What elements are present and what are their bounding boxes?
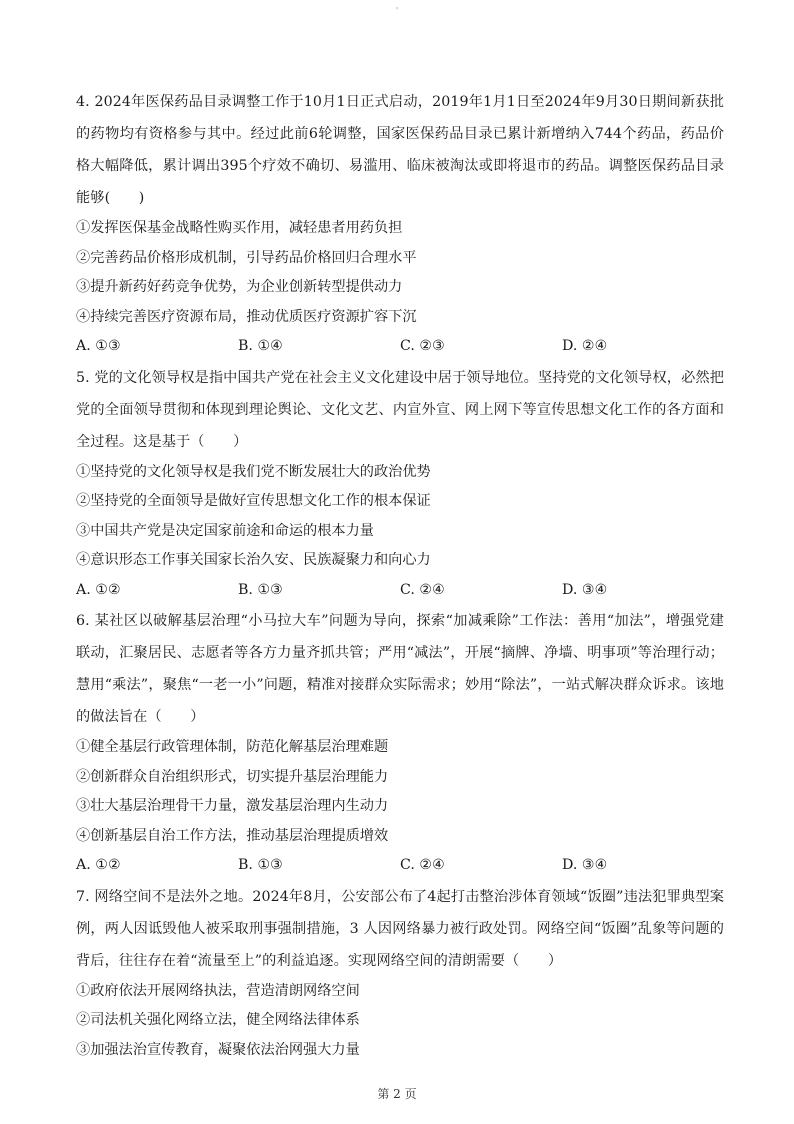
- statement-2: ②完善药品价格形成机制，引导药品价格回归合理水平: [76, 249, 417, 266]
- statement-4: ④意识形态工作事关国家长治久安、民族凝聚力和向心力: [76, 552, 431, 568]
- choice-a[interactable]: A. ①②: [76, 581, 121, 598]
- question-4: [76, 86, 724, 362]
- choice-c[interactable]: C. ②④: [400, 857, 445, 873]
- choice-d[interactable]: D. ③④: [562, 581, 608, 598]
- answer-choices: [76, 851, 724, 881]
- choice-b[interactable]: B. ①③: [238, 581, 283, 598]
- question-6: [76, 605, 724, 881]
- page-top-mark: ': [396, 6, 399, 15]
- answer-choices: [76, 332, 724, 362]
- choice-a[interactable]: A. ①②: [76, 857, 121, 873]
- choice-c[interactable]: C. ②④: [400, 581, 445, 598]
- question-stem: 6. 某社区以破解基层治理“小马拉大车”问题为导向，探索“加减乘除”工作法：善用“加法”，增强党建联动，汇聚居民、志愿者等各方力量齐抓共管；严用“减法”，开展“摘牌、净墙、明事项”等治理行动；慧用“乘法”，聚焦“一老一小”问题，精准对接群众实际需求；妙用“除法”，一站式解决群众诉求。该地的做法旨在（ ）: [76, 613, 724, 725]
- question-7: [76, 881, 724, 1066]
- statement-1: ①发挥医保基金战略性购买作用，减轻患者用药负担: [76, 220, 403, 236]
- choice-a[interactable]: A. ①③: [76, 338, 121, 354]
- statement-2: ②创新群众自治组织形式，切实提升基层治理能力: [76, 768, 389, 785]
- choice-c[interactable]: C. ②③: [400, 338, 445, 354]
- statement-1: ①健全基层行政管理体制，防范化解基层治理难题: [76, 739, 389, 755]
- statement-1: ①坚持党的文化领导权是我们党不断发展壮大的政治优势: [76, 463, 431, 480]
- question-page: [76, 86, 724, 1065]
- statement-2: ②坚持党的全面领导是做好宣传思想文化工作的根本保证: [76, 493, 431, 509]
- choice-d[interactable]: D. ②④: [562, 338, 608, 354]
- choice-b[interactable]: B. ①④: [238, 338, 283, 354]
- statement-1: ①政府依法开展网络执法，营造清朗网络空间: [76, 982, 360, 999]
- statement-4: ④创新基层自治工作方法，推动基层治理提质增效: [76, 827, 389, 844]
- answer-choices: [76, 576, 724, 606]
- question-stem: 7. 网络空间不是法外之地。2024年8月，公安部公布了4起打击整治涉体育领域“饭圈”违法犯罪典型案例，两人因诋毁他人被采取刑事强制措施，3 人因网络暴力被行政处罚。网络空间“饭圈”乱象等问题的背后，往往存在着“流量至上”的利益追逐。实现网络空间的清朗需要（ ）: [76, 888, 724, 969]
- choice-b[interactable]: B. ①③: [238, 857, 283, 873]
- statement-2: ②司法机关强化网络立法，健全网络法律体系: [76, 1012, 360, 1028]
- statement-3: ③加强法治宣传教育，凝聚依法治网强大力量: [76, 1041, 360, 1058]
- question-5: [76, 362, 724, 606]
- statement-3: ③中国共产党是决定国家前途和命运的根本力量: [76, 522, 374, 539]
- statement-3: ③壮大基层治理骨干力量，激发基层治理内生动力: [76, 798, 389, 814]
- page-number: 第 2 页: [377, 1087, 417, 1101]
- statement-4: ④持续完善医疗资源布局，推动优质医疗资源扩容下沉: [76, 308, 417, 325]
- question-stem: 4. 2024年医保药品目录调整工作于10月1日正式启动，2019年1月1日至2024年9月30日期间新获批的药物均有资格参与其中。经过此前6轮调整，国家医保药品目录已累计新增纳入744个药品，药品价格大幅降低，累计调出395个疗效不确切、易滥用、临床被淘汰或即将退市的药品。调整医保药品目录能够( ): [76, 94, 724, 206]
- choice-d[interactable]: D. ③④: [562, 857, 608, 873]
- question-stem: 5. 党的文化领导权是指中国共产党在社会主义文化建设中居于领导地位。坚持党的文化领导权，必然把党的全面领导贯彻和体现到理论舆论、文化文艺、内宣外宣、网上网下等宣传思想文化工作的各方面和全过程。这是基于（ ）: [76, 369, 724, 450]
- statement-3: ③提升新药好药竞争优势，为企业创新转型提供动力: [76, 279, 403, 295]
